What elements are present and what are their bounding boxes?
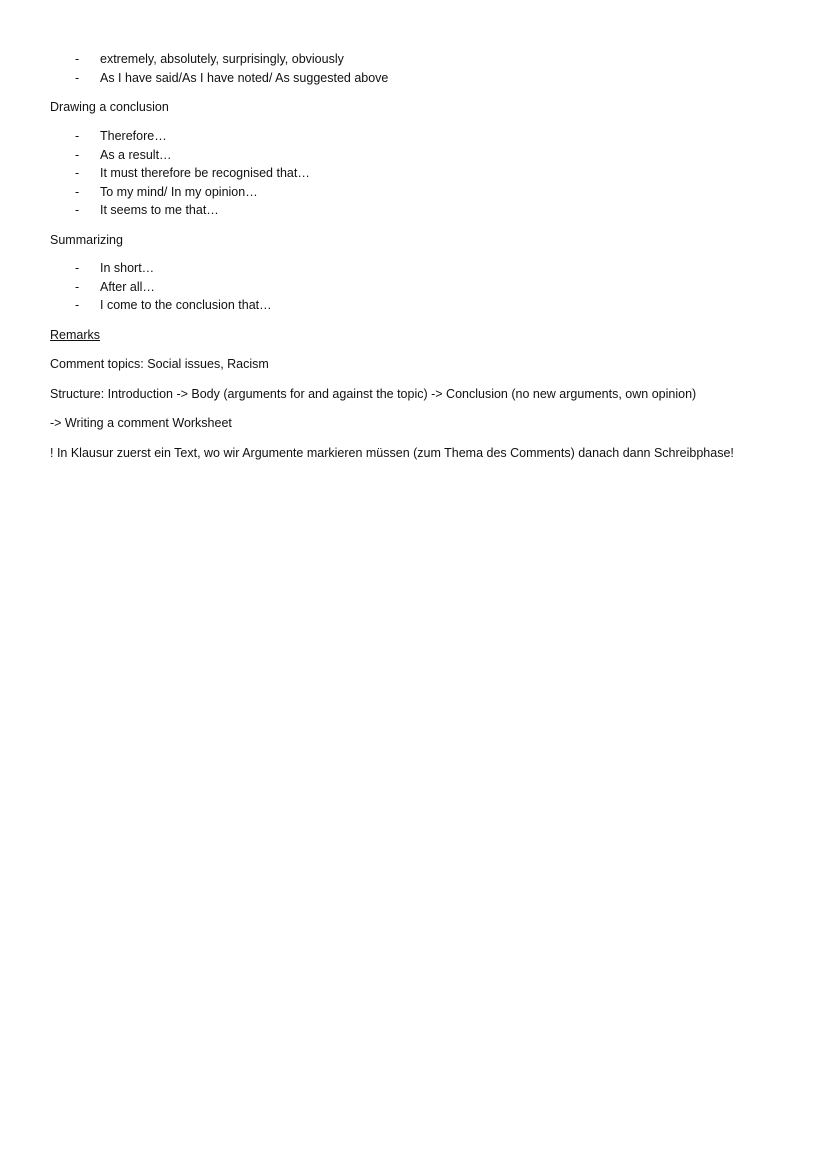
list-item — [0, 146, 828, 165]
bullet-dash: - — [75, 203, 80, 217]
worksheet-paragraph: -> Writing a comment Worksheet — [50, 416, 232, 430]
list-item-text: It must therefore be recognised that… — [100, 166, 310, 180]
bullet-dash: - — [75, 279, 80, 294]
list-item — [0, 201, 828, 220]
list-item-text: After all… — [100, 279, 155, 294]
bullet-dash: - — [75, 70, 80, 85]
list-item — [0, 69, 828, 88]
list-item-text: extremely, absolutely, surprisingly, obviously — [100, 52, 344, 66]
bullet-dash: - — [75, 261, 80, 275]
list-item-text: It seems to me that… — [100, 203, 219, 217]
list-item — [0, 50, 828, 69]
klausur-note-paragraph: ! In Klausur zuerst ein Text, wo wir Argumente markieren müssen (zum Thema des Comments) danach dann Schreibphase! — [50, 446, 734, 460]
section-heading-drawing-conclusion: Drawing a conclusion — [50, 100, 169, 114]
bullet-dash: - — [75, 166, 80, 180]
section-heading-summarizing: Summarizing — [50, 233, 123, 247]
section-heading-remarks: Remarks — [50, 328, 101, 342]
bullet-dash: - — [75, 147, 80, 162]
list-item-text: To my mind/ In my opinion… — [100, 184, 258, 199]
list-item — [0, 278, 828, 297]
phrase-list-summarizing — [0, 259, 828, 315]
list-item — [0, 127, 828, 146]
bullet-dash: - — [75, 52, 80, 66]
list-item — [0, 164, 828, 183]
structure-paragraph: Structure: Introduction -> Body (arguments for and against the topic) -> Conclusion (no new arguments, own opinion) — [50, 387, 697, 401]
bullet-dash: - — [75, 184, 80, 199]
phrase-list-emphasis — [0, 50, 828, 87]
list-item-text: As I have said/As I have noted/ As suggested above — [100, 70, 389, 85]
phrase-list-conclusion — [0, 127, 828, 220]
list-item — [0, 259, 828, 278]
list-item — [0, 296, 828, 315]
list-item-text: In short… — [100, 261, 155, 275]
list-item — [0, 183, 828, 202]
bullet-dash: - — [75, 129, 80, 143]
comment-topics-paragraph: Comment topics: Social issues, Racism — [50, 357, 269, 371]
bullet-dash: - — [75, 298, 80, 312]
list-item-text: I come to the conclusion that… — [100, 298, 272, 312]
list-item-text: As a result… — [100, 147, 172, 162]
list-item-text: Therefore… — [100, 129, 167, 143]
